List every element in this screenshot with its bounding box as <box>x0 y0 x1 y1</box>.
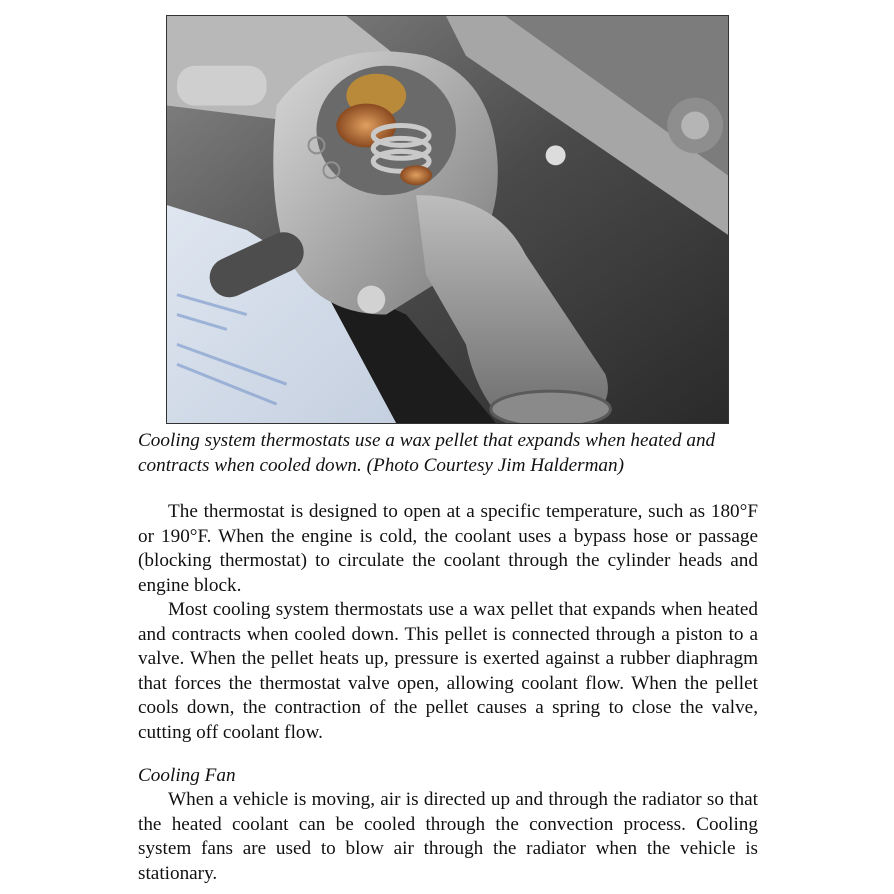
section-heading-cooling-fan: Cooling Fan <box>138 765 236 786</box>
paragraph-text: When a vehicle is moving, air is directed up and through the radiator so that the heated coolant can be cooled through the convection process. Cooling system fans are used to blow air through the radiator when the vehicle is stationary. <box>138 789 758 884</box>
paragraph-wax-pellet <box>138 598 758 745</box>
thermostat-photo-illustration <box>167 16 728 423</box>
photo-caption: Cooling system thermostats use a wax pellet that expands when heated and contracts when cooled down. (Photo Courtesy Jim Halderman) <box>138 430 716 476</box>
paragraph-cooling-fan <box>138 788 758 886</box>
paragraph-thermostat-opening <box>138 500 758 598</box>
paragraph-text: The thermostat is designed to open at a specific temperature, such as 180°F or 190°F. When the engine is cold, the coolant uses a bypass hose or passage (blocking thermostat) to circulate the coolant through the cylinder heads and engine block. <box>138 501 758 596</box>
paragraph-text: Most cooling system thermostats use a wax pellet that expands when heated and contracts when cooled down. This pellet is connected through a piston to a valve. When the pellet heats up, pressure is exerted against a rubber diaphragm that forces the thermostat valve open, allowing coolant flow. When the pellet cools down, the contraction of the pellet causes a spring to close the valve, cutting off coolant flow. <box>138 599 758 743</box>
thermostat-photo <box>166 15 729 424</box>
